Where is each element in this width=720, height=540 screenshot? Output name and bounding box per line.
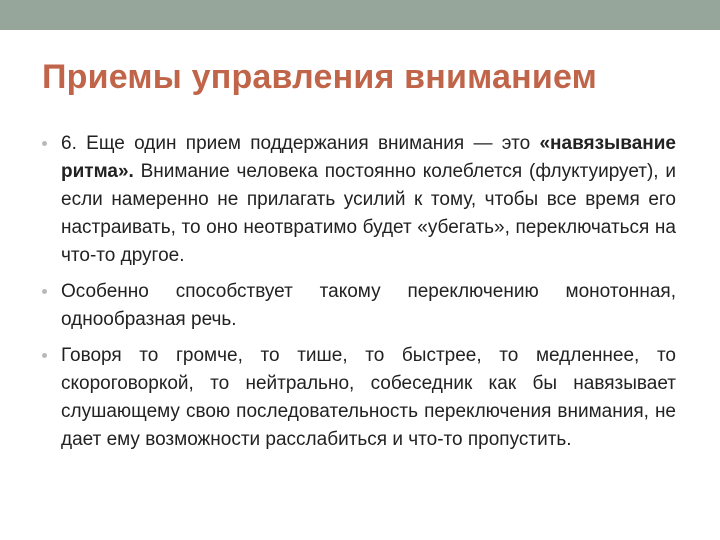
bullet-dot-icon [42,141,47,146]
bullet-item-3 [42,342,676,454]
bullet-1-prefix: 6. Еще один прием поддержания внимания — это [61,133,540,154]
bullet-item-1 [42,130,676,270]
top-decorative-band [0,0,720,30]
bullet-item-2 [42,278,676,334]
bullet-dot-icon [42,353,47,358]
bullet-1-emphasis: «навязывание ритма». [61,133,676,182]
bullet-3-text: Говоря то громче, то тише, то быстрее, то медленнее, то скороговоркой, то нейтрально, собеседник как бы навязывает слушающему свою последовательность переключения внимания, не дает ему возможности расслабиться и что-то пропустить. [61,345,676,450]
slide-title: Приемы управления вниманием [42,58,597,96]
slide-body [42,130,676,462]
bullet-dot-icon [42,289,47,294]
bullet-2-text: Особенно способствует такому переключению монотонная, однообразная речь. [61,281,676,330]
bullet-1-suffix: Внимание человека постоянно колеблется (флуктуирует), и если намеренно не прилагать усилий к тому, чтобы все время его настраивать, то оно неотвратимо будет «убегать», переключаться на что-то другое. [61,161,676,266]
